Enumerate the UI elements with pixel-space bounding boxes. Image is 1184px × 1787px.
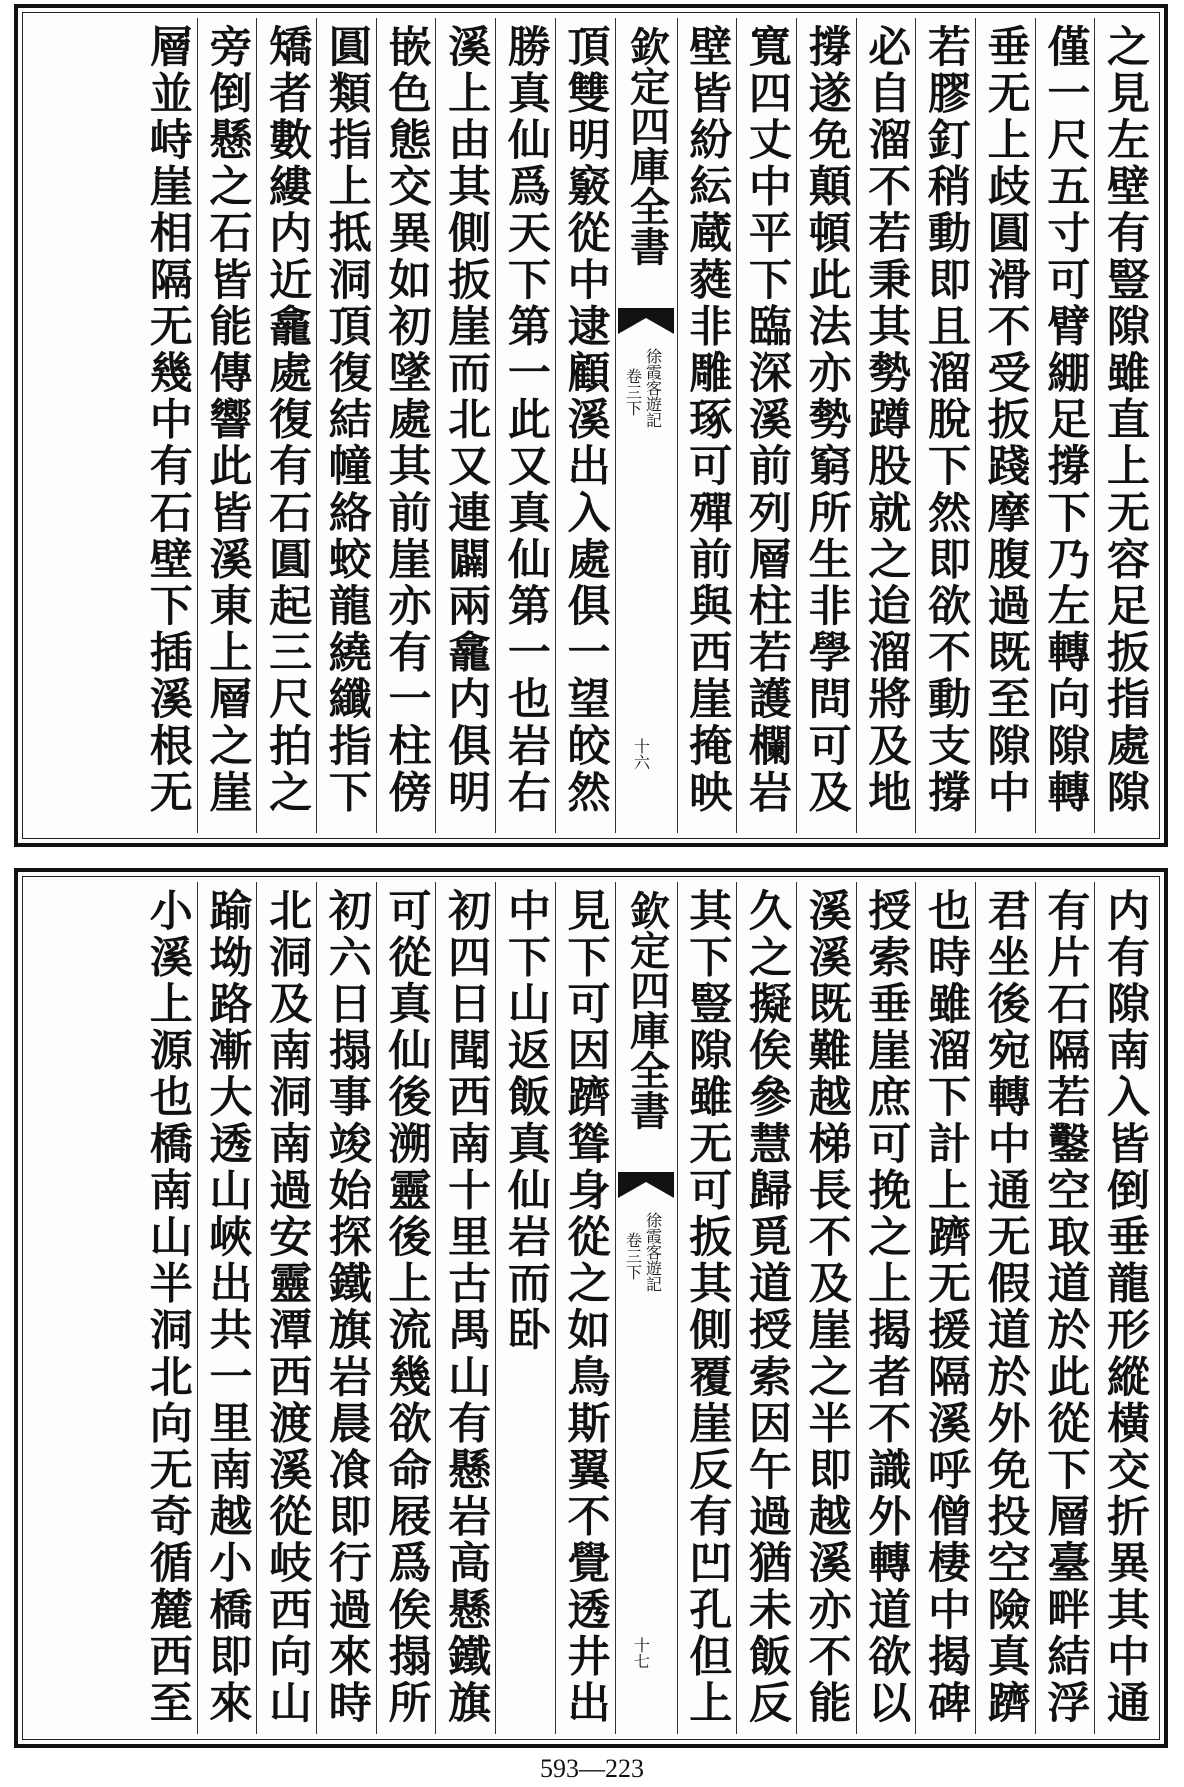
page-number: 593—223 [540,1754,644,1783]
text-column: 君坐後宛轉中通无假道於外免投空險真躋 [975,882,1035,1734]
text-column: 壁皆紛紜蔵蕤非雕琢可殫前與西崖掩映 [677,18,737,833]
folio-number: 十六 [631,738,651,770]
text-column: 必自溜不若秉其勢蹲股就之迨溜將及地 [856,18,916,833]
text-column: 矯者數縷内近龕處復有石圓起三尺拍之 [256,18,316,833]
upper-text-columns [28,18,1154,833]
work-title: 徐霞客遊記 [643,348,663,428]
text-column: 若膠釘稍動即且溜脫下然即欲不動支撐 [915,18,975,833]
text-column: 見下可因躋聳身從之如鳥斯翼不覺透井出 [555,882,615,1734]
text-column: 踰坳路漸大透山峽出共一里南越小橋即來 [197,882,257,1734]
lower-text-columns [28,882,1154,1734]
center-gutter [615,18,677,833]
book-title: 欽定四庫全書 [623,890,671,1130]
upper-page [14,4,1168,847]
center-gutter [615,882,677,1734]
book-title: 欽定四庫全書 [623,26,671,266]
volume-label: 卷三下 [623,1232,643,1280]
folio-number: 十七 [631,1637,651,1669]
text-column: 初四日聞西南十里古禺山有懸岩高懸鐵旗 [435,882,495,1734]
text-column: 小溪上源也橋南山半洞北向无奇循麓西至 [142,888,193,1727]
text-column: 層並峙崖相隔无幾中有石壁下插溪根无 [142,24,193,817]
text-column: 有片石隔若鑿空取道於此從下層臺畔結浮 [1035,882,1095,1734]
text-column: 撐遂免顛頓此法亦勢窮所生非學問可及 [796,18,856,833]
text-column: 僅一尺五寸可臂綳足撐下乃左轉向隙轉 [1035,18,1095,833]
text-column: 垂无上歧圓滑不受扳踐摩腹過既至隙中 [975,18,1035,833]
text-column: 溪上由其側扳崖而北又連闢兩龕内俱明 [435,18,495,833]
text-column: 也時雖溜下計上躋无援隔溪呼僧棲中揭碑 [915,882,975,1734]
text-column: 可從真仙後溯靈後上流幾欲命屐爲俟搨所 [376,882,436,1734]
text-column: 授索垂崖庶可挽之上揭者不識外轉道欲以 [856,882,916,1734]
text-column: 内有隙南入皆倒垂龍形縱橫交折異其中通 [1094,882,1154,1734]
text-column: 勝真仙爲天下第一此又真仙第一也岩右 [495,18,555,833]
text-column: 初六日搨事竣始探鐵旗岩晨飡即行過來時 [316,882,376,1734]
text-column: 溪溪既難越梯長不及崖之半即越溪亦不能 [796,882,856,1734]
text-column: 寬四丈中平下臨深溪前列層柱若護欄岩 [736,18,796,833]
text-column: 嵌色態交異如初墜處其前崖亦有一柱傍 [376,18,436,833]
volume-label: 卷三下 [623,368,643,416]
text-column: 圓類指上抵洞頂復結幢絡蛟龍繞纖指下 [316,18,376,833]
text-column: 其下豎隙雖无可扳其側覆崖反有凹孔但上 [677,882,737,1734]
fishtail-mark-icon [618,1172,674,1198]
text-column: 久之擬俟參慧歸覓道授索因午過猶未飯反 [736,882,796,1734]
text-column: 北洞及南洞南過安靈潭西渡溪從岐西向山 [256,882,316,1734]
fishtail-mark-icon [618,308,674,334]
lower-page [14,868,1168,1748]
work-title: 徐霞客遊記 [643,1212,663,1292]
text-column: 之見左壁有豎隙雖直上无容足扳指處隙 [1094,18,1154,833]
text-column: 中下山返飯真仙岩而卧 [495,882,555,1734]
text-column: 頂雙明竅從中逮顧溪出入處俱一望皎然 [555,18,615,833]
text-column: 旁倒懸之石皆能傳響此皆溪東上層之崖 [197,18,257,833]
